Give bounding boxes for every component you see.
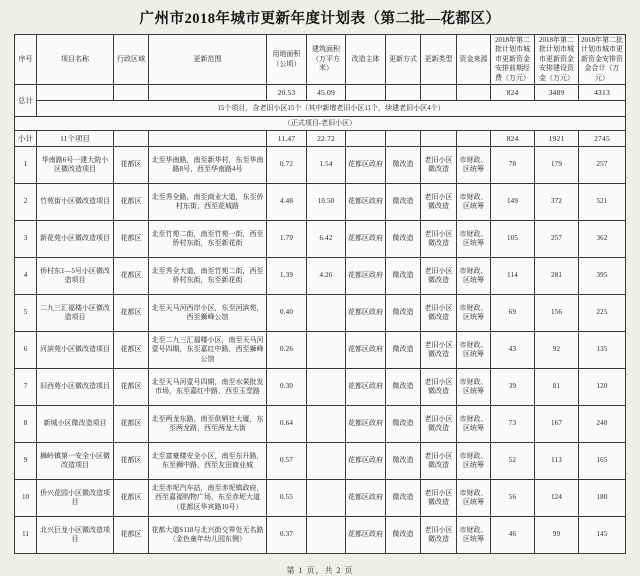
column-header-project-name: 项目名称 <box>37 35 114 85</box>
cell-scope: 北至华南路，南至新华村，东至华南路8号，西至华南路4号 <box>149 147 267 184</box>
cell-serial: 4 <box>15 258 37 295</box>
subtotal-project-count: 11个项目 <box>37 131 114 147</box>
cell-serial: 7 <box>15 369 37 406</box>
table-row <box>15 517 626 554</box>
cell-serial: 9 <box>15 443 37 480</box>
cell-method: 微改造 <box>386 369 421 406</box>
total-note: 15个项目，含老旧小区15个（其中新增老旧小区11个，续建老旧小区4个） <box>37 101 626 117</box>
subtotal-build-fund: 1921 <box>535 131 579 147</box>
cell-serial: 5 <box>15 295 37 332</box>
empty-cell <box>37 85 114 101</box>
cell-total-fund: 135 <box>579 332 626 369</box>
subtotal-building-area: 22.72 <box>307 131 346 147</box>
cell-build-fund: 99 <box>535 517 579 554</box>
empty-cell <box>149 131 267 147</box>
subtotal-label: 小计 <box>15 131 37 147</box>
cell-pre-fund: 52 <box>491 443 535 480</box>
cell-scope: 北至赤坭汽车站，南至赤坭镇政府，西至嘉福购物广场，东至赤坭大道（花都区华宾路10号） <box>149 480 267 517</box>
cell-project-name: 河滨苑小区微改造项目 <box>37 332 114 369</box>
cell-scope: 北至竹苑二街，南至竹苑一街，西至侨村东街，东至新花街 <box>149 221 267 258</box>
cell-fund-source: 市财政、区统筹 <box>457 221 491 258</box>
cell-build-fund: 179 <box>535 147 579 184</box>
page-footer: 第 1 页，共 2 页 <box>286 566 354 576</box>
cell-serial: 3 <box>15 221 37 258</box>
cell-build-fund: 372 <box>535 184 579 221</box>
cell-total-fund: 225 <box>579 295 626 332</box>
cell-pre-fund: 43 <box>491 332 535 369</box>
cell-land-area: 0.40 <box>267 295 307 332</box>
section-label: （正式项目-老旧小区） <box>15 117 626 131</box>
cell-type: 老旧小区微改造 <box>421 184 457 221</box>
cell-building-area: 10.50 <box>307 184 346 221</box>
cell-district: 花都区 <box>114 295 149 332</box>
cell-total-fund: 521 <box>579 184 626 221</box>
cell-type: 老旧小区微改造 <box>421 147 457 184</box>
empty-cell <box>346 85 386 101</box>
cell-type: 老旧小区微改造 <box>421 221 457 258</box>
cell-scope: 花都大道S118与北兴街交界处无名路（金色童年幼儿园东侧） <box>149 517 267 554</box>
total-building-area: 45.09 <box>307 85 346 101</box>
cell-district: 花都区 <box>114 147 149 184</box>
table-row <box>15 184 626 221</box>
cell-subject: 花都区政府 <box>346 258 386 295</box>
cell-build-fund: 81 <box>535 369 579 406</box>
cell-district: 花都区 <box>114 443 149 480</box>
empty-cell <box>457 85 491 101</box>
cell-build-fund: 124 <box>535 480 579 517</box>
cell-project-name: 竹苑街小区微改造项目 <box>37 184 114 221</box>
cell-build-fund: 156 <box>535 295 579 332</box>
cell-method: 微改造 <box>386 258 421 295</box>
cell-fund-source: 市财政、区统筹 <box>457 517 491 554</box>
cell-scope: 北至秀全路，南至商业大道，东至侨村东街，西至花城路 <box>149 184 267 221</box>
cell-subject: 花都区政府 <box>346 295 386 332</box>
cell-method: 微改造 <box>386 221 421 258</box>
table-row <box>15 295 626 332</box>
cell-fund-source: 市财政、区统筹 <box>457 480 491 517</box>
cell-build-fund: 92 <box>535 332 579 369</box>
cell-serial: 8 <box>15 406 37 443</box>
empty-cell <box>386 131 421 147</box>
subtotal-pre-fund: 824 <box>491 131 535 147</box>
cell-build-fund: 281 <box>535 258 579 295</box>
total-note-row <box>15 101 626 117</box>
cell-type: 老旧小区微改造 <box>421 369 457 406</box>
cell-district: 花都区 <box>114 406 149 443</box>
table-row <box>15 332 626 369</box>
cell-project-name: 侨村东1—5号小区微改造项目 <box>37 258 114 295</box>
cell-pre-fund: 114 <box>491 258 535 295</box>
cell-total-fund: 145 <box>579 517 626 554</box>
cell-pre-fund: 69 <box>491 295 535 332</box>
cell-total-fund: 165 <box>579 443 626 480</box>
cell-build-fund: 113 <box>535 443 579 480</box>
cell-total-fund: 395 <box>579 258 626 295</box>
cell-building-area <box>307 369 346 406</box>
cell-pre-fund: 73 <box>491 406 535 443</box>
cell-pre-fund: 46 <box>491 517 535 554</box>
cell-scope: 北至两龙东路，南至供销社大厦，东至两龙路，西至两龙大街 <box>149 406 267 443</box>
table-row <box>15 480 626 517</box>
cell-scope: 北至秀全大道，南至竹苑二街，西至侨村东街，东至新花街 <box>149 258 267 295</box>
cell-pre-fund: 78 <box>491 147 535 184</box>
cell-project-name: 狮岭镇第一安全小区微改造项目 <box>37 443 114 480</box>
cell-fund-source: 市财政、区统筹 <box>457 369 491 406</box>
cell-type: 老旧小区微改造 <box>421 480 457 517</box>
empty-cell <box>457 131 491 147</box>
cell-pre-fund: 56 <box>491 480 535 517</box>
cell-land-area: 1.39 <box>267 258 307 295</box>
cell-building-area: 1.54 <box>307 147 346 184</box>
cell-building-area <box>307 295 346 332</box>
column-header-method: 更新方式 <box>386 35 421 85</box>
cell-method: 微改造 <box>386 406 421 443</box>
cell-land-area: 1.79 <box>267 221 307 258</box>
column-header-building-area: 建筑面积（万平方米） <box>307 35 346 85</box>
cell-land-area: 0.72 <box>267 147 307 184</box>
cell-total-fund: 362 <box>579 221 626 258</box>
cell-subject: 花都区政府 <box>346 369 386 406</box>
cell-serial: 1 <box>15 147 37 184</box>
cell-land-area: 0.64 <box>267 406 307 443</box>
total-row <box>15 85 626 101</box>
cell-district: 花都区 <box>114 258 149 295</box>
cell-total-fund: 257 <box>579 147 626 184</box>
cell-land-area: 0.57 <box>267 443 307 480</box>
cell-project-name: 华南路6号一建大院小区微改造项目 <box>37 147 114 184</box>
column-header-serial: 序号 <box>15 35 37 85</box>
column-header-land-area: 用地面积（公顷） <box>267 35 307 85</box>
subtotal-total-fund: 2745 <box>579 131 626 147</box>
cell-district: 花都区 <box>114 480 149 517</box>
cell-district: 花都区 <box>114 221 149 258</box>
cell-method: 微改造 <box>386 184 421 221</box>
column-header-pre-fund: 2018年第二批计划市城市更新资金安排前期经费（万元） <box>491 35 535 85</box>
empty-cell <box>114 85 149 101</box>
cell-fund-source: 市财政、区统筹 <box>457 147 491 184</box>
table-row <box>15 258 626 295</box>
cell-subject: 花都区政府 <box>346 443 386 480</box>
total-label: 总计 <box>15 85 37 117</box>
cell-fund-source: 市财政、区统筹 <box>457 258 491 295</box>
cell-type: 老旧小区微改造 <box>421 295 457 332</box>
cell-land-area: 0.55 <box>267 480 307 517</box>
cell-land-area: 0.26 <box>267 332 307 369</box>
table-row <box>15 406 626 443</box>
column-header-scope: 更新范围 <box>149 35 267 85</box>
cell-method: 微改造 <box>386 443 421 480</box>
empty-cell <box>421 85 457 101</box>
cell-build-fund: 257 <box>535 221 579 258</box>
empty-cell <box>386 85 421 101</box>
cell-serial: 10 <box>15 480 37 517</box>
header-row <box>15 35 626 85</box>
cell-type: 老旧小区微改造 <box>421 443 457 480</box>
cell-fund-source: 市财政、区统筹 <box>457 406 491 443</box>
cell-pre-fund: 39 <box>491 369 535 406</box>
table-header <box>15 35 626 85</box>
urban-renewal-plan-table <box>14 34 626 554</box>
total-pre-fund: 824 <box>491 85 535 101</box>
cell-project-name: 二九三汇福楼小区微改造项目 <box>37 295 114 332</box>
cell-type: 老旧小区微改造 <box>421 406 457 443</box>
cell-project-name: 旧西苑小区微改造项目 <box>37 369 114 406</box>
cell-building-area <box>307 480 346 517</box>
cell-building-area: 6.42 <box>307 221 346 258</box>
section-row <box>15 117 626 131</box>
cell-fund-source: 市财政、区统筹 <box>457 443 491 480</box>
table-row <box>15 221 626 258</box>
cell-scope: 北至天马河壹号四期，南至水果批发市场，东至嘉红中路，西至玉堂路 <box>149 369 267 406</box>
cell-project-name: 侨兴花园小区微改造项目 <box>37 480 114 517</box>
cell-subject: 花都区政府 <box>346 406 386 443</box>
cell-method: 微改造 <box>386 480 421 517</box>
cell-district: 花都区 <box>114 369 149 406</box>
cell-type: 老旧小区微改造 <box>421 258 457 295</box>
cell-land-area: 0.30 <box>267 369 307 406</box>
cell-type: 老旧小区微改造 <box>421 332 457 369</box>
cell-subject: 花都区政府 <box>346 332 386 369</box>
cell-subject: 花都区政府 <box>346 147 386 184</box>
cell-subject: 花都区政府 <box>346 480 386 517</box>
cell-total-fund: 120 <box>579 369 626 406</box>
cell-building-area <box>307 443 346 480</box>
cell-method: 微改造 <box>386 332 421 369</box>
cell-build-fund: 167 <box>535 406 579 443</box>
cell-method: 微改造 <box>386 147 421 184</box>
column-header-subject: 改造主体 <box>346 35 386 85</box>
cell-project-name: 新城小区微改造项目 <box>37 406 114 443</box>
cell-serial: 11 <box>15 517 37 554</box>
empty-cell <box>149 85 267 101</box>
cell-pre-fund: 105 <box>491 221 535 258</box>
cell-building-area <box>307 517 346 554</box>
column-header-build-fund: 2018年第二批计划市城市更新资金安排建设资金（万元） <box>535 35 579 85</box>
cell-land-area: 0.37 <box>267 517 307 554</box>
cell-subject: 花都区政府 <box>346 517 386 554</box>
cell-land-area: 4.48 <box>267 184 307 221</box>
table-row <box>15 443 626 480</box>
total-total-fund: 4313 <box>579 85 626 101</box>
cell-building-area: 4.26 <box>307 258 346 295</box>
total-land-area: 20.53 <box>267 85 307 101</box>
subtotal-land-area: 11.47 <box>267 131 307 147</box>
cell-building-area <box>307 406 346 443</box>
cell-subject: 花都区政府 <box>346 221 386 258</box>
cell-district: 花都区 <box>114 184 149 221</box>
column-header-total-fund: 2018年第二批计划市城市更新资金安排资金合计（万元） <box>579 35 626 85</box>
cell-scope: 北至天马河西岸小区，东至河滨苑，西至狮峰公馆 <box>149 295 267 332</box>
total-build-fund: 3489 <box>535 85 579 101</box>
cell-type: 老旧小区微改造 <box>421 517 457 554</box>
cell-project-name: 北兴巨龙小区微改造项目 <box>37 517 114 554</box>
cell-fund-source: 市财政、区统筹 <box>457 184 491 221</box>
cell-method: 微改造 <box>386 295 421 332</box>
cell-scope: 北至二九三汇福楼小区，南至天马河壹号四期，东至嘉红中路，西至狮峰公馆 <box>149 332 267 369</box>
cell-scope: 北至富豪楼安全小区，南至东升路，东至狮中路，西至友田商业城 <box>149 443 267 480</box>
cell-serial: 6 <box>15 332 37 369</box>
cell-project-name: 新花苑小区微改造项目 <box>37 221 114 258</box>
cell-total-fund: 240 <box>579 406 626 443</box>
table-row <box>15 147 626 184</box>
cell-fund-source: 市财政、区统筹 <box>457 295 491 332</box>
cell-building-area <box>307 332 346 369</box>
column-header-district: 行政区域 <box>114 35 149 85</box>
cell-method: 微改造 <box>386 517 421 554</box>
cell-subject: 花都区政府 <box>346 184 386 221</box>
empty-cell <box>114 131 149 147</box>
table-body <box>15 85 626 554</box>
column-header-type: 更新类型 <box>421 35 457 85</box>
cell-district: 花都区 <box>114 517 149 554</box>
subtotal-row <box>15 131 626 147</box>
empty-cell <box>346 131 386 147</box>
cell-serial: 2 <box>15 184 37 221</box>
table-row <box>15 369 626 406</box>
column-header-fund-source: 资金来源 <box>457 35 491 85</box>
page-title: 广州市2018年城市更新年度计划表（第二批—花都区） <box>139 11 501 27</box>
cell-district: 花都区 <box>114 332 149 369</box>
empty-cell <box>421 131 457 147</box>
cell-total-fund: 180 <box>579 480 626 517</box>
cell-fund-source: 市财政、区统筹 <box>457 332 491 369</box>
cell-pre-fund: 149 <box>491 184 535 221</box>
